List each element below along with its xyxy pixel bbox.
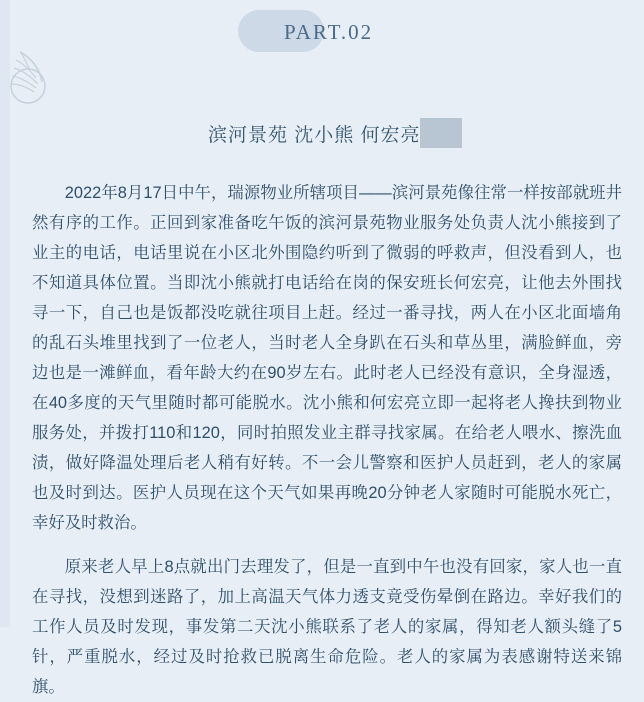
page-title: 滨河景苑 沈小熊 何宏亮 <box>208 125 421 146</box>
article-body <box>32 178 622 702</box>
part-label: PART.02 <box>284 20 374 44</box>
page-header <box>0 0 644 100</box>
article-title-area <box>0 110 644 166</box>
body-paragraph: 2022年8月17日中午，瑞源物业所辖项目——滨河景苑像往常一样按部就班井然有序的工作。正回到家准备吃午饭的滨河景苑物业服务处负责人沈小熊接到了业主的电话，电话里说在小区北外围隐约听到了微弱的呼救声，但没看到人，也不知道具体位置。当即沈小熊就打电话给在岗的保安班长何宏亮，让他去外围找寻一下，自己也是饭都没吃就往项目上赶。经过一番寻找，两人在小区北面墙角的乱石头堆里找到了一位老人，当时老人全身趴在石头和草丛里，满脸鲜血，旁边也是一滩鲜血，看年龄大约在90岁左右。此时老人已经没有意识，全身湿透，在40多度的天气里随时都可能脱水。沈小熊和何宏亮立即一起将老人搀扶到物业服务处，并拨打110和120，同时拍照发业主群寻找家属。在给老人喂水、擦洗血渍，做好降温处理后老人稍有好转。不一会儿警察和医护人员赶到，老人的家属也及时到达。医护人员现在这个天气如果再晚20分钟老人家随时可能脱水死亡，幸好及时救治。 <box>32 184 622 532</box>
leaf-circle-ornament-icon <box>6 44 80 106</box>
title-accent-block <box>420 118 462 148</box>
body-paragraph: 原来老人早上8点就出门去理发了，但是一直到中午也没有回家，家人也一直在寻找，没想到迷路了，加上高温天气体力透支竟受伤晕倒在路边。幸好我们的工作人员及时发现，事发第二天沈小熊联系了老人的家属，得知老人额头缝了5针，严重脱水，经过及时抢救已脱离生命危险。老人的家属为表感谢特送来锦旗。 <box>32 558 622 696</box>
